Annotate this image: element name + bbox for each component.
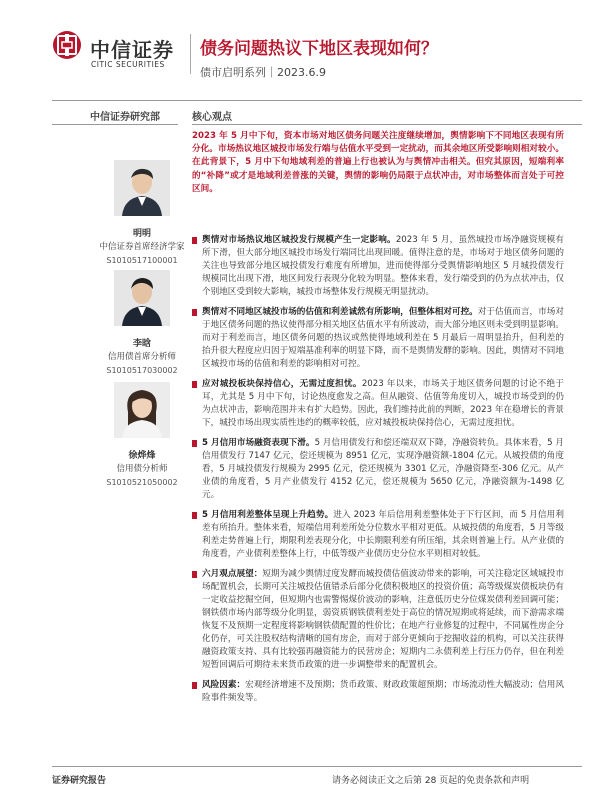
analyst-cert: S1010517100001 — [106, 256, 178, 265]
analyst-name: 徐烨烽 — [128, 451, 156, 461]
analyst-card — [92, 382, 192, 487]
bullet-marker-icon — [192, 237, 197, 244]
bullet-marker-icon — [192, 440, 197, 447]
left-section-rule — [52, 124, 178, 125]
brand-name-en: CITIC SECURITIES — [91, 60, 165, 69]
analyst-role: 中信证券首席经济学家 — [99, 242, 185, 252]
point-risks — [192, 679, 564, 705]
point-heading: 应对城投板块保持信心，无需过度担忧。 — [202, 379, 362, 389]
point-outlook — [192, 568, 564, 672]
bullet-marker-icon — [192, 512, 197, 519]
report-title: 债务问题热议下地区表现如何？ — [200, 39, 438, 59]
analyst-cert: S1010521050002 — [106, 478, 178, 487]
point-text: 进入 2023 年后信用利差整体处于下行区间，而 5 月信用利差有所抬升。整体来看，短端信用利差所处分位数水平相对更低。从城投债的角度看，5 月等级利差走势普遍上行，期限利差表现分化，中长期限利差有所压缩，其余则普遍上行。从产业债的角度看，产业债利差整体上行，中低等级产业债历史分位水平则相对较低。 — [202, 510, 564, 559]
analyst-card — [92, 270, 192, 375]
institute-label: 中信证券研究部 — [90, 112, 160, 123]
key-points — [192, 234, 564, 712]
analyst-photo-icon — [114, 270, 170, 326]
point-text: 短期为减少舆情过度发酵而城投债估值波动带来的影响，可关注稳定区域城投市场配置机会，长期可关注城投估值错杀后部分化债积极地区的投资价值；高等级煤炭债板块仍有一定收益挖掘空间，但短期内也需警惕煤价波动的影响，注意低历史分位煤炭债利差回调可能；钢铁债市场内部等级分化明显，弱资质钢铁债利差处于高位的情况短期或将延续，而下游需求端恢复不及预期一定程度将影响钢铁债配置的性价比；在地产行业修复的过程中，不同属性房企分化仍存，可关注股权结构清晰的国有房企，而对于部分更倾向于挖掘收益的机构，可以关注获得融资政策支持、具有比较强再融资能力的民营房企；短期内二永债利差上行压力仍存，但在利差短暂回调后可期待未来货币政策的进一步调整带来的配置机会。 — [202, 569, 564, 670]
point-text: 2023 年 5 月，虽然城投市场净融资规模有所下滑，但大部分地区城投市场发行端同比出现回暖。值得注意的是，市场对于地区债务问题的关注也导致部分地区城投债发行难度有所增加，进而使得部分受舆情影响地区 5 月城投债发行规模同比出现下滑，地区间发行表现分化较为明显。整体来看，发行端受到的仍为点状冲击，仅个别地区受到较大影响，城投市场整体发行规模无明显扰动。 — [202, 235, 564, 297]
analyst-role: 信用债首席分析师 — [107, 352, 176, 362]
point-heading: 舆情对不同地区城投市场的估值和利差诚然有所影响，但整体相对可控。 — [202, 307, 478, 317]
analyst-photo-icon — [114, 160, 170, 216]
point-heading: 六月观点展望： — [202, 569, 263, 579]
point-valuation — [192, 306, 564, 371]
bullet-marker-icon — [192, 309, 197, 316]
analyst-card — [92, 160, 192, 265]
point-issuance — [192, 234, 564, 299]
point-confidence — [192, 378, 564, 430]
point-heading: 风险因素： — [202, 680, 246, 690]
analyst-photo-icon — [114, 382, 170, 438]
report-subtitle: 债市启明系列｜2023.6.9 — [200, 66, 326, 79]
point-text: 2023 年以来，市场关于地区债务问题的讨论不绝于耳，尤其是 5 月中下旬，讨论热度愈发之高。但从融资、估值等角度切入，城投市场受到的仍为点状冲击，影响范围并未有扩大趋势。因此，我们维持此前的判断，2023 年在稳增长的背景下，城投市场出现实质性违约的概率较低，应对城投板块保持信心，无需过度担忧。 — [202, 379, 564, 428]
report-header — [0, 0, 600, 100]
header-rule — [52, 100, 582, 101]
footer-rule — [52, 766, 582, 767]
footer-label: 证券研究报告 — [52, 776, 107, 786]
point-text: 5 月信用债发行和偿还端双双下降，净融资转负。具体来看，5 月信用债发行 7147 亿元，偿还规模为 8951 亿元，实现净融资额-1804 亿元。从城投债的角度看，5 月城投债发行规模为 2995 亿元，偿还规模为 3301 亿元，净融资降至-306 亿元。从产业债的角度看，5 月产业债发行 4152 亿元，偿还规模为 5650 亿元，净融资额为-1498 亿元。 — [202, 438, 564, 500]
bullet-marker-icon — [192, 571, 197, 578]
citic-logo-icon — [52, 30, 82, 60]
point-heading: 5 月信用市场融资表现下滑。 — [202, 438, 315, 448]
summary-paragraph: 2023 年 5 月中下旬，资本市场对地区债务问题关注度继续增加，舆情影响下不同地区表现有所分化。市场热议地区城投市场发行端与估值水平受到一定扰动，而其余地区所受影响则相对较小。在此背景下，5 月中下旬地域利差的普遍上行也被认为与舆情冲击相关。但究其原因，短端利率的“补降”或才是地域利差普涨的关键，舆情的影响仍局限于点状冲击，对市场整体而言处于可控区间。 — [192, 131, 564, 194]
point-financing — [192, 437, 564, 502]
footer-disclaimer: 请务必阅读正文之后第 28 页起的免责条款和声明 — [332, 776, 530, 786]
point-spread — [192, 509, 564, 561]
point-heading: 5 月信用利差整体呈现上升趋势。 — [202, 510, 334, 520]
core-views-label: 核心观点 — [192, 112, 232, 123]
analyst-name: 明明 — [132, 229, 151, 239]
header-divider — [190, 34, 191, 74]
point-heading: 舆情对市场热议地区城投发行规模产生一定影响。 — [202, 235, 396, 245]
analyst-cert: S1010517030002 — [106, 366, 178, 375]
analyst-role: 信用债分析师 — [116, 464, 168, 474]
bullet-marker-icon — [192, 381, 197, 388]
point-text: 对于估值而言，市场对于地区债务问题的热议使得部分相关地区估值水平有所波动，而大部分地区则未受到明显影响。而对于利差而言，地区债务问题的热议或然使得地域利差在 5 月最后一周明显抬升，但利差的抬升很大程度应归因于短端基准利率的明显下降，而不是舆情发酵的影响。因此，舆情对不同地区城投市场的估值和利差的影响相对可控。 — [202, 307, 564, 369]
bullet-marker-icon — [192, 682, 197, 689]
brand-name-cn: 中信证券 — [90, 38, 174, 62]
right-section-rule — [192, 124, 582, 125]
point-text: 宏观经济增速不及预期；货币政策、财政政策超预期；市场流动性大幅波动；信用风险事件频发等。 — [202, 680, 564, 703]
analyst-name: 李晗 — [132, 339, 151, 349]
